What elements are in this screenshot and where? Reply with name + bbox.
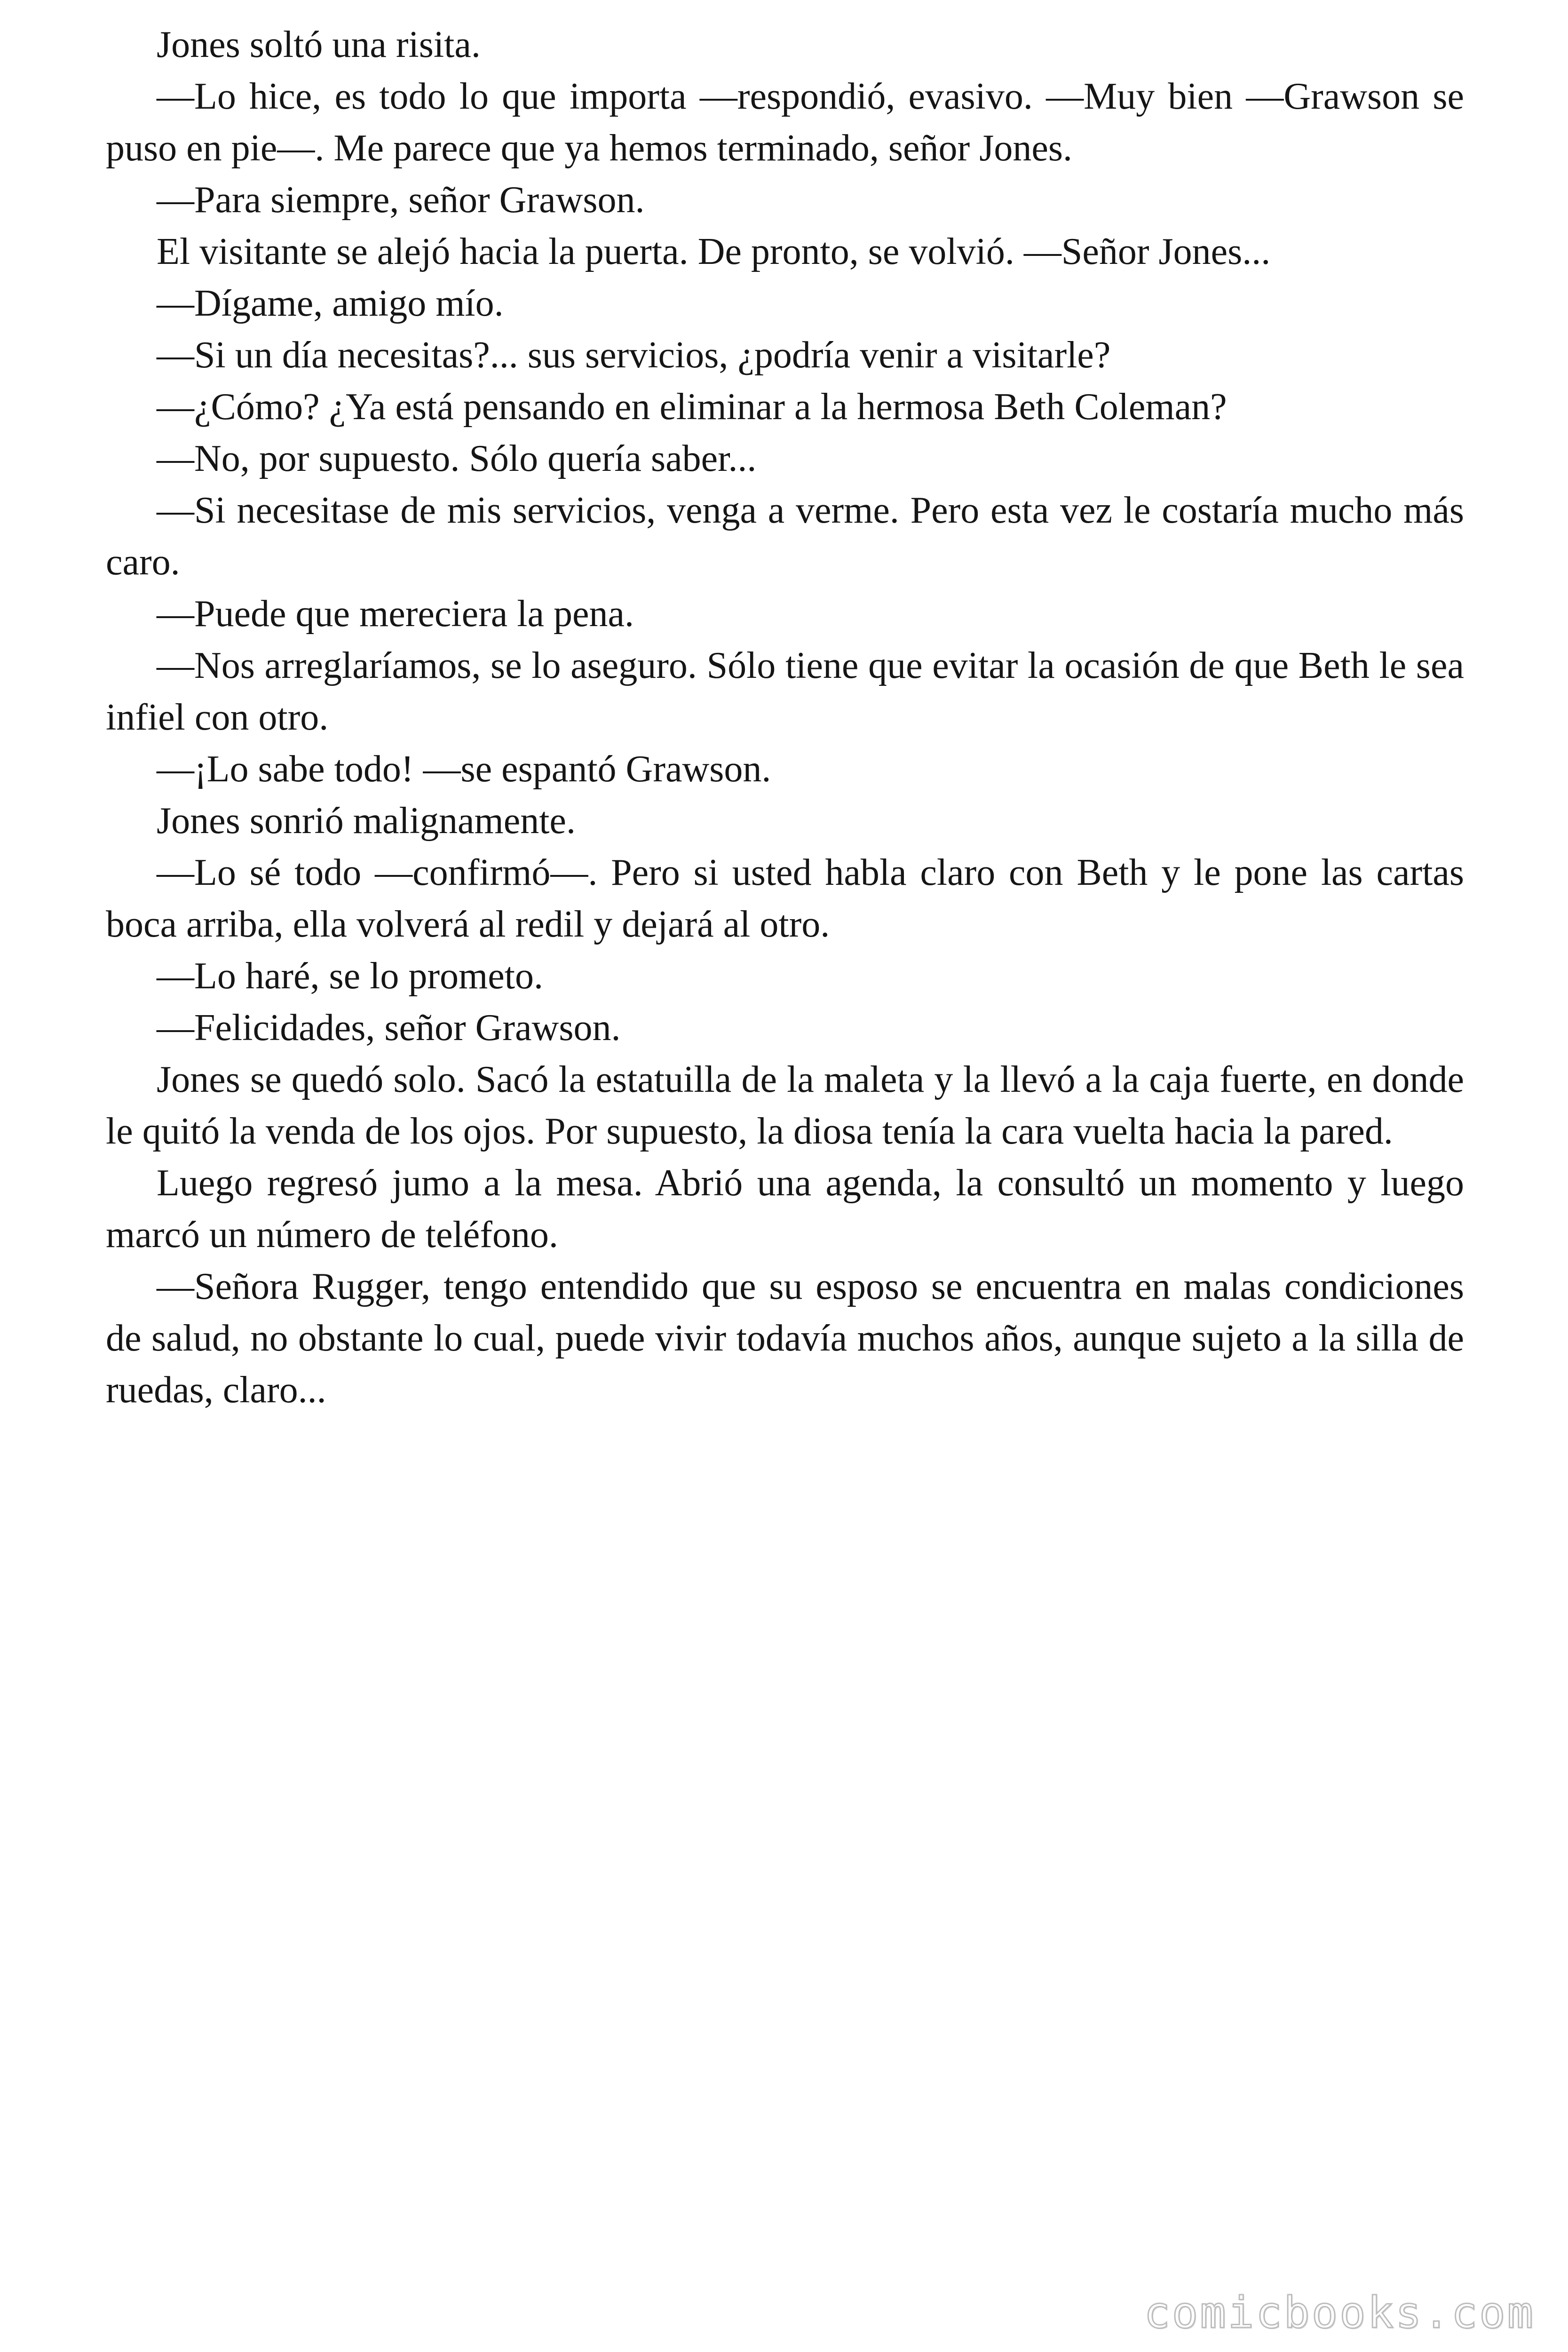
paragraph: —Lo haré, se lo prometo. bbox=[157, 955, 543, 997]
paragraph: Jones sonrió malignamente. bbox=[157, 800, 576, 842]
paragraph: —Nos arreglaríamos, se lo aseguro. Sólo tiene que evitar la ocasión de que Beth le sea infiel con otro. bbox=[106, 645, 1464, 738]
paragraph: Luego regresó jumo a la mesa. Abrió una agenda, la consultó un momento y luego marcó un número de teléfono. bbox=[106, 1162, 1464, 1255]
paragraph: —Si un día necesitas?... sus servicios, ¿podría venir a visitarle? bbox=[157, 334, 1111, 376]
watermark: comicbooks.com bbox=[1144, 2288, 1535, 2338]
paragraph: —¿Cómo? ¿Ya está pensando en eliminar a la hermosa Beth Coleman? bbox=[157, 386, 1227, 428]
body-text bbox=[106, 19, 1464, 1416]
paragraph: —Para siempre, señor Grawson. bbox=[157, 179, 645, 221]
paragraph: —Felicidades, señor Grawson. bbox=[157, 1007, 621, 1049]
paragraph: —Puede que mereciera la pena. bbox=[157, 593, 634, 635]
paragraph: —Lo hice, es todo lo que importa —respondió, evasivo. —Muy bien —Grawson se puso en pie—. Me parece que ya hemos terminado, señor Jones. bbox=[106, 76, 1464, 169]
paragraph: —Dígame, amigo mío. bbox=[157, 283, 504, 324]
paragraph: El visitante se alejó hacia la puerta. De pronto, se volvió. —Señor Jones... bbox=[157, 231, 1271, 272]
paragraph: —Señora Rugger, tengo entendido que su esposo se encuentra en malas condiciones de salud, no obstante lo cual, puede vivir todavía muchos años, aunque sujeto a la silla de ruedas, claro... bbox=[106, 1266, 1464, 1411]
paragraph: Jones soltó una risita. bbox=[157, 24, 481, 65]
paragraph: —No, por supuesto. Sólo quería saber... bbox=[157, 438, 757, 479]
paragraph: —¡Lo sabe todo! —se espantó Grawson. bbox=[157, 748, 771, 790]
paragraph: Jones se quedó solo. Sacó la estatuilla de la maleta y la llevó a la caja fuerte, en donde le quitó la venda de los ojos. Por supuesto, la diosa tenía la cara vuelta hacia la pared. bbox=[106, 1059, 1464, 1152]
paragraph: —Si necesitase de mis servicios, venga a verme. Pero esta vez le costaría mucho más caro. bbox=[106, 490, 1464, 583]
paragraph: —Lo sé todo —confirmó—. Pero si usted habla claro con Beth y le pone las cartas boca arriba, ella volverá al redil y dejará al otro. bbox=[106, 852, 1464, 945]
